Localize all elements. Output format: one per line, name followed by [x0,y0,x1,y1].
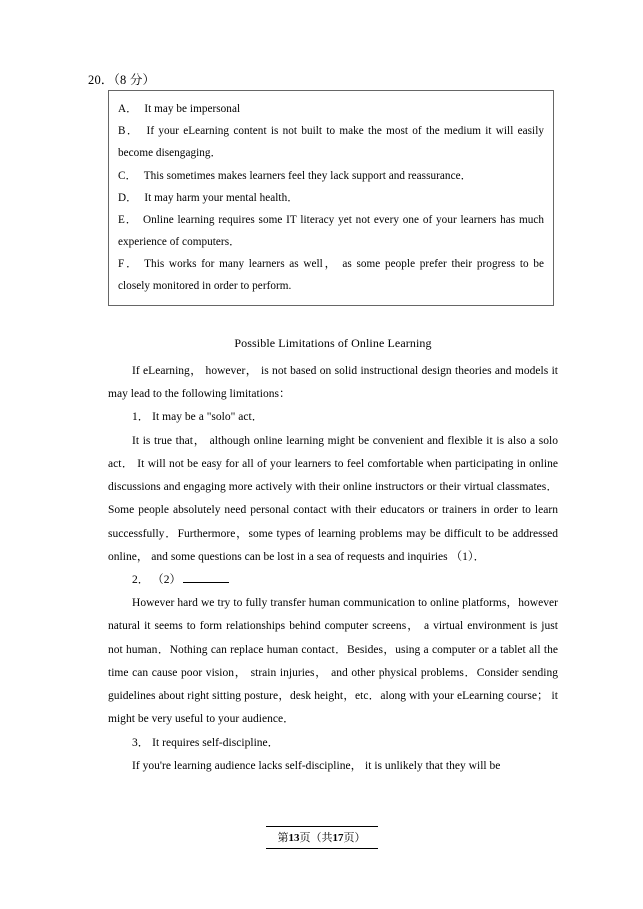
passage-paragraph-7: If you're learning audience lacks self‐discipline， it is unlikely that they will be [132,759,501,772]
passage-body [108,336,558,778]
option-b [118,121,544,165]
option-e [118,210,544,254]
option-d [118,188,544,210]
option-a [118,99,544,121]
passage-paragraph-2: 1． It may be a "solo" act． [132,411,264,424]
page-footer [0,826,643,849]
passage-paragraph-4 [108,569,558,592]
options-box [108,90,554,306]
footer-total-pages: 17 [332,832,344,844]
footer-suffix: 页） [343,832,366,844]
question-number: 20．（8 分） [88,73,156,87]
option-d-text: It may harm your mental health． [144,191,299,204]
passage-title: Possible Limitations of Online Learning [234,336,432,350]
option-c-text: This sometimes makes learners feel they lack support and reassurance． [143,169,472,182]
option-c [118,166,544,188]
passage-paragraph-3: It is true that， although online learning might be convenient and flexible it is also a solo act． It will not be easy for all of your learners to feel comfortable when participating in online discussions and engaging more actively with their online instructors or their virtual classmates． Some people absolutely need personal contact with their educators or trainers in order to learn successfully．Furthermore，some types of learning problems may be difficult to be addressed online， and some questions can be lost in a sea of requests and inquiries （1）． [108,434,558,563]
option-f-label: F． [118,258,140,271]
passage-paragraph-5: However hard we try to fully transfer human communication to online platforms，however natural it seems to form relationships behind computer screens， a virtual environment is just not human．Nothing can replace human contact．Besides，using a computer or a tablet all the time can cause poor vision， strain injuries， and other physical problems．Consider sending guidelines about right sitting posture，desk height，etc．along with your eLearning course； it might be very useful to your audience． [108,597,558,726]
answer-blank [183,571,229,583]
option-c-label: C． [118,169,137,182]
footer-page-number: 13 [288,832,300,844]
option-f-text: This works for many learners as well， as some people prefer their progress to be closely monitored in order to perform. [118,258,544,293]
page-footer-box [266,826,378,849]
option-b-text: If your eLearning content is not built to make the most of the medium it will easily become disengaging． [118,125,544,160]
passage-paragraph-6: 3． It requires self‐discipline． [132,736,280,749]
option-f [118,254,544,298]
passage-paragraph-1: If eLearning， however， is not based on solid instructional design theories and models it may lead to the following limitations： [108,365,558,401]
option-e-label: E． [118,214,138,227]
option-a-label: A． [118,103,138,115]
option-a-text: It may be impersonal [144,103,241,115]
passage-paragraph-4-text: 2． （2） [132,573,181,586]
footer-middle: 页（共 [299,832,333,844]
option-d-label: D． [118,191,138,204]
footer-prefix: 第 [277,832,289,844]
option-e-text: Online learning requires some IT literacy yet not every one of your learners has much experience of computers． [118,214,544,249]
option-b-label: B． [118,125,140,138]
